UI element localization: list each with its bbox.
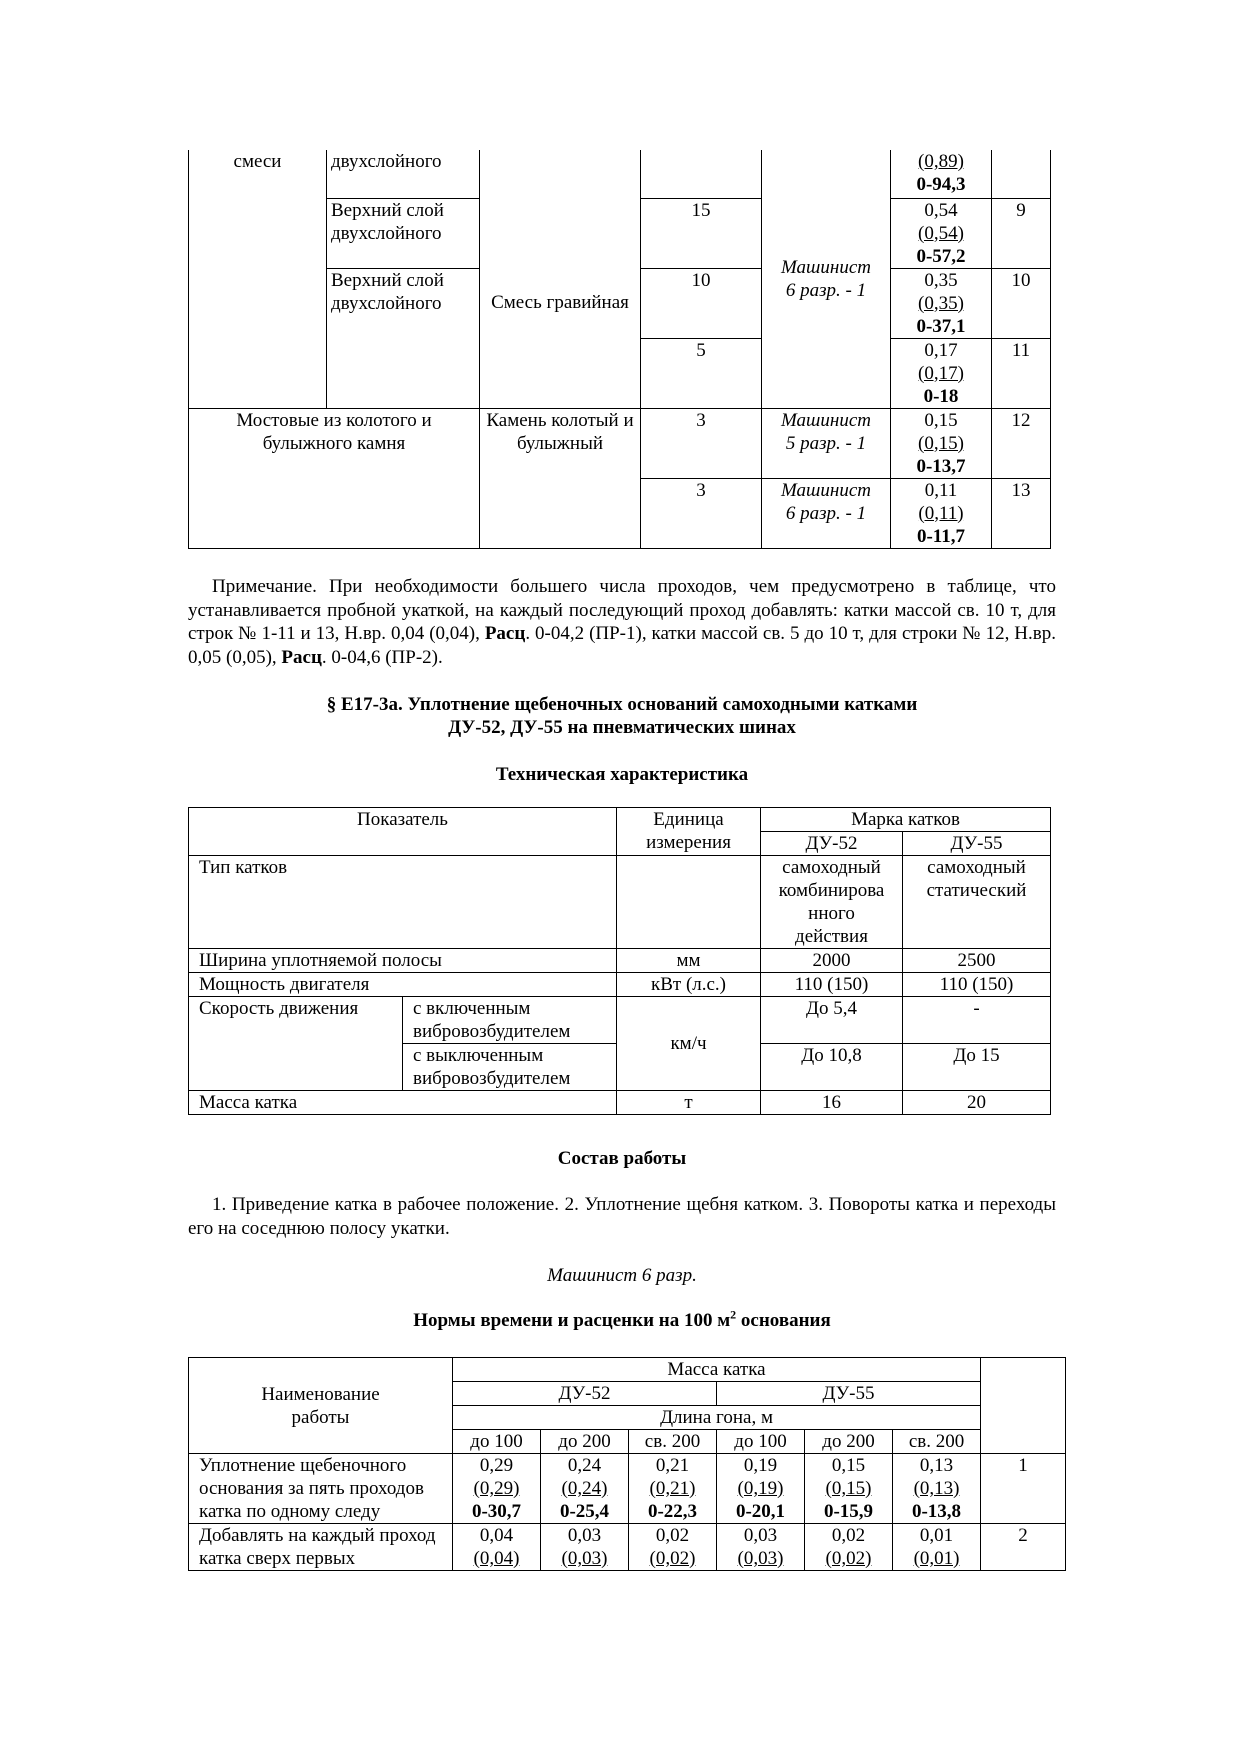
unit-cell (617, 856, 761, 949)
sub-label: с включенным вибровозбудителем (403, 997, 617, 1044)
col-header: до 100 (717, 1430, 805, 1454)
du55-cell: - (903, 997, 1051, 1044)
row-label: Масса катка (189, 1091, 617, 1115)
du52-cell: самоходный комбинирова нного действия (761, 856, 903, 949)
sub-label: с выключенным вибровозбудителем (403, 1044, 617, 1091)
col-header: до 200 (805, 1430, 893, 1454)
unit-cell: мм (617, 949, 761, 973)
du52-cell: До 10,8 (761, 1044, 903, 1091)
du52-cell: 110 (150) (761, 973, 903, 997)
norm-cell: 0,04 (0,04) (453, 1524, 541, 1571)
col-header: св. 200 (629, 1430, 717, 1454)
norm-cell: 0,54 (0,54) 0-57,2 (891, 198, 992, 268)
norm-cell: 0,03 (0,03) (541, 1524, 629, 1571)
norm-cell: 0,01 (0,01) (893, 1524, 981, 1571)
header-unit: Единица измерения (617, 808, 761, 856)
du55-cell: 2500 (903, 949, 1051, 973)
time-norms-table (188, 1357, 1066, 1571)
du55-cell: До 15 (903, 1044, 1051, 1091)
worker-cell: Машинист 6 разр. - 1 (762, 478, 891, 548)
du55-cell: 20 (903, 1091, 1051, 1115)
passes-cell: 3 (641, 408, 762, 478)
header-brand: Марка катков (761, 808, 1051, 832)
base-type-cell (189, 150, 327, 408)
row-label: Мощность двигателя (189, 973, 617, 997)
base-type-cell: Мостовые из колотого и булыжного камня (189, 408, 480, 548)
base-type-label: смеси (233, 151, 282, 172)
note-paragraph: Примечание. При необходимости большего числа проходов, чем предусмотрено в таблице, что устанавливается пробной укаткой, на каждый последующий проход добавлять: катки массой св. 10 т, для строк № 1-11 и 13, Н.вр. 0,04 (0,04), Расц. 0-04,2 (ПР-1), катки массой св. 5 до 10 т, для строки № 12, Н.вр. 0,05 (0,05), Расц. 0-04,6 (ПР-2). (188, 576, 1056, 668)
norm-cell: 0,35 (0,35) 0-37,1 (891, 268, 992, 338)
row-number-cell: 13 (992, 478, 1051, 548)
row-number-cell: 9 (992, 198, 1051, 268)
norms-table-continuation (188, 150, 1051, 549)
worker-cell: Машинист 5 разр. - 1 (762, 408, 891, 478)
worker-line: Машинист 6 разр. (547, 1265, 697, 1286)
layer-cell: Верхний слой двухслойного (327, 268, 480, 408)
norm-cell: 0,11 (0,11) 0-11,7 (891, 478, 992, 548)
passes-cell: 3 (641, 478, 762, 548)
material-cell: Камень колотый и булыжный (480, 408, 641, 548)
header-mass: Масса катка (453, 1358, 981, 1382)
header-du55: ДУ-55 (903, 832, 1051, 856)
unit-cell: т (617, 1091, 761, 1115)
row-number-cell: 10 (992, 268, 1051, 338)
work-paragraph: 1. Приведение катка в рабочее положение. 2. Уплотнение щебня катком. 3. Повороты катка и переходы его на соседнюю полосу укатки. (188, 1194, 1056, 1239)
norm-cell: 0,02 (0,02) (629, 1524, 717, 1571)
du52-cell: 16 (761, 1091, 903, 1115)
passes-cell: 15 (641, 198, 762, 268)
header-du55: ДУ-55 (717, 1382, 981, 1406)
passes-cell: 10 (641, 268, 762, 338)
unit-cell: км/ч (617, 997, 761, 1091)
header-indicator: Показатель (189, 808, 617, 856)
layer-cell: двухслойного (327, 150, 480, 198)
col-header: до 100 (453, 1430, 541, 1454)
norm-cell: (0,89) 0-94,3 (891, 150, 992, 198)
du52-cell: 2000 (761, 949, 903, 973)
du52-cell: До 5,4 (761, 997, 903, 1044)
row-number-cell: 2 (981, 1524, 1066, 1571)
work-name-cell: Добавлять на каждый проход катка сверх первых (189, 1524, 453, 1571)
material-cell: Смесь гравийная (480, 198, 641, 408)
tech-heading: Техническая характеристика (495, 764, 749, 785)
table-row (189, 1524, 1066, 1571)
norms-heading: Нормы времени и расценки на 100 $м^2$ основания (413, 1307, 831, 1331)
row-number-cell: 12 (992, 408, 1051, 478)
header-name: Наименование работы (189, 1358, 453, 1454)
row-label: Тип катков (189, 856, 617, 949)
norm-cell: 0,19 (0,19) 0-20,1 (717, 1454, 805, 1524)
col-header: до 200 (541, 1430, 629, 1454)
norm-cell: 0,17 (0,17) 0-18 (891, 338, 992, 408)
tech-spec-table (188, 807, 1051, 1115)
header-du52: ДУ-52 (761, 832, 903, 856)
du55-cell: 110 (150) (903, 973, 1051, 997)
norm-cell: 0,02 (0,02) (805, 1524, 893, 1571)
work-name-cell: Уплотнение щебеночного основания за пять проходов катка по одному следу (189, 1454, 453, 1524)
table-row (189, 1454, 1066, 1524)
unit-cell: кВт (л.с.) (617, 973, 761, 997)
norm-cell: 0,03 (0,03) (717, 1524, 805, 1571)
norm-cell: 0,21 (0,21) 0-22,3 (629, 1454, 717, 1524)
layer-cell: Верхний слой двухслойного (327, 198, 480, 268)
norm-cell: 0,15 (0,15) 0-13,7 (891, 408, 992, 478)
norm-cell: 0,15 (0,15) 0-15,9 (805, 1454, 893, 1524)
passes-cell (641, 150, 762, 198)
du55-cell: самоходный статический (903, 856, 1051, 949)
row-number-cell: 1 (981, 1454, 1066, 1524)
material-cell (480, 150, 641, 198)
header-number (981, 1358, 1066, 1454)
col-header: св. 200 (893, 1430, 981, 1454)
section-title: § Е17-3а. Уплотнение щебеночных оснований самоходными катками ДУ-52, ДУ-55 на пневматических шинах (326, 694, 918, 738)
row-label: Ширина уплотняемой полосы (189, 949, 617, 973)
row-label: Скорость движения (189, 997, 403, 1091)
worker-cell: Машинист 6 разр. - 1 (762, 150, 891, 408)
row-number-cell (992, 150, 1051, 198)
header-du52: ДУ-52 (453, 1382, 717, 1406)
norm-cell: 0,24 (0,24) 0-25,4 (541, 1454, 629, 1524)
norm-cell: 0,29 (0,29) 0-30,7 (453, 1454, 541, 1524)
work-heading: Состав работы (557, 1148, 687, 1169)
row-number-cell: 11 (992, 338, 1051, 408)
header-length: Длина гона, м (453, 1406, 981, 1430)
norm-cell: 0,13 (0,13) 0-13,8 (893, 1454, 981, 1524)
passes-cell: 5 (641, 338, 762, 408)
